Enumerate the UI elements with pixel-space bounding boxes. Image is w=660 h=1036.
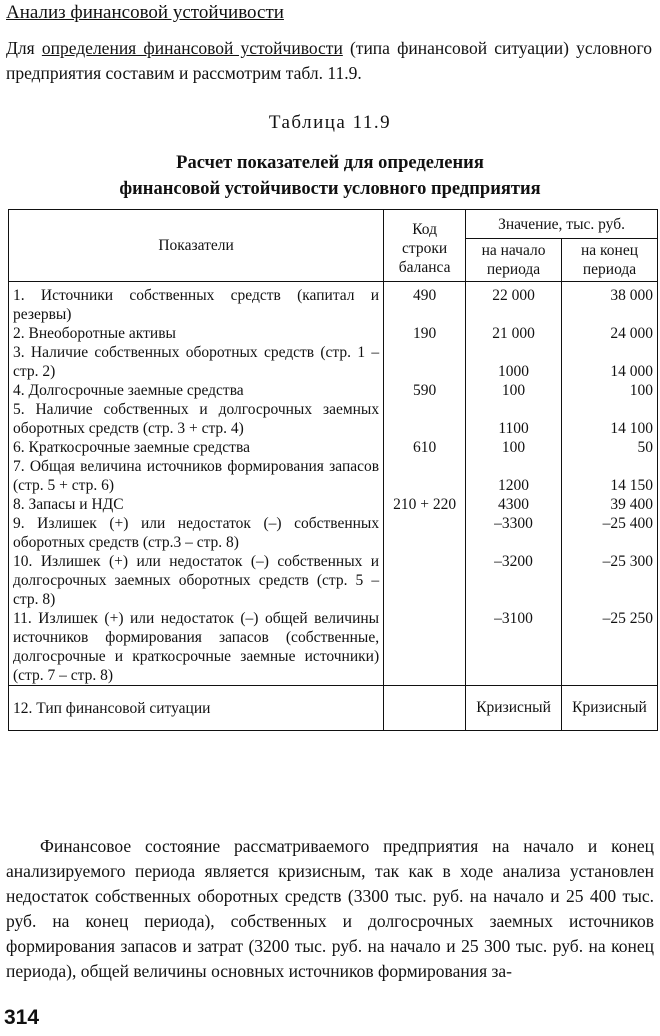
intro-text-after: (типа финансовой ситуации) условного предприятия составим и рассмотрим табл. 11.9. bbox=[6, 38, 652, 83]
row-name: 11. Излишек (+) или недостаток (–) общей величины источников формирования запасов (собственные, долгосрочные и краткосрочные заемные источники) (стр. 7 – стр. 8) bbox=[9, 609, 384, 686]
row-name: 9. Излишек (+) или недостаток (–) собственных оборотных средств (стр.3 – стр. 8) bbox=[9, 514, 384, 552]
row-value-end: 14 100 bbox=[562, 400, 658, 438]
header-indicator: Показатели bbox=[9, 210, 384, 282]
row-value-start: 21 000 bbox=[466, 324, 562, 343]
page-number: 314 bbox=[4, 1006, 40, 1029]
row-code: 590 bbox=[384, 381, 466, 400]
row-name: 12. Тип финансовой ситуации bbox=[9, 686, 384, 731]
intro-text-before: Для bbox=[6, 38, 42, 58]
header-period-start: на начало периода bbox=[466, 239, 562, 282]
row-code: 190 bbox=[384, 324, 466, 343]
intro-underlined-term: определения финансовой устойчивости bbox=[41, 38, 343, 58]
row-name: 8. Запасы и НДС bbox=[9, 495, 384, 514]
row-value-end: 100 bbox=[562, 381, 658, 400]
row-value-start: 1200 bbox=[466, 457, 562, 495]
row-code: 210 + 220 bbox=[384, 495, 466, 514]
section-title: Анализ финансовой устойчивости bbox=[6, 2, 284, 23]
table-row bbox=[9, 400, 658, 438]
row-code bbox=[384, 400, 466, 438]
row-code bbox=[384, 609, 466, 686]
row-value-start: 22 000 bbox=[466, 282, 562, 325]
row-value-end: –25 250 bbox=[562, 609, 658, 686]
table-title-line-1: Расчет показателей для определения bbox=[176, 153, 484, 173]
row-value-end: 14 150 bbox=[562, 457, 658, 495]
intro-paragraph bbox=[6, 36, 652, 86]
row-value-start: 1100 bbox=[466, 400, 562, 438]
row-name: 5. Наличие собственных и долгосрочных заемных оборотных средств (стр. 3 + стр. 4) bbox=[9, 400, 384, 438]
table-row bbox=[9, 381, 658, 400]
row-name: 2. Внеоборотные активы bbox=[9, 324, 384, 343]
table-title bbox=[0, 150, 660, 202]
row-value-end: 14 000 bbox=[562, 343, 658, 381]
table-label: Таблица 11.9 bbox=[268, 112, 392, 133]
row-value-start: –3300 bbox=[466, 514, 562, 552]
table-row bbox=[9, 324, 658, 343]
indicators-table bbox=[8, 209, 658, 731]
row-code bbox=[384, 686, 466, 731]
table-row bbox=[9, 495, 658, 514]
row-value-end: 24 000 bbox=[562, 324, 658, 343]
table-row bbox=[9, 438, 658, 457]
row-value-end: 38 000 bbox=[562, 282, 658, 325]
row-name: 7. Общая величина источников формирования запасов (стр. 5 + стр. 6) bbox=[9, 457, 384, 495]
row-name: 6. Краткосрочные заемные средства bbox=[9, 438, 384, 457]
row-value-start: –3100 bbox=[466, 609, 562, 686]
row-value-start: 1000 bbox=[466, 343, 562, 381]
row-value-start: 4300 bbox=[466, 495, 562, 514]
row-name: 1. Источники собственных средств (капитал и резервы) bbox=[9, 282, 384, 325]
table-row bbox=[9, 514, 658, 552]
row-code: 490 bbox=[384, 282, 466, 325]
header-value: Значение, тыс. руб. bbox=[466, 210, 658, 239]
row-value-start: 100 bbox=[466, 438, 562, 457]
row-value-start: 100 bbox=[466, 381, 562, 400]
table-row bbox=[9, 282, 658, 325]
row-name: 10. Излишек (+) или недостаток (–) собственных и долгосрочных заемных оборотных средств (стр. 5 – стр. 8) bbox=[9, 552, 384, 609]
row-value-end: 50 bbox=[562, 438, 658, 457]
row-name: 3. Наличие собственных оборотных средств (стр. 1 – стр. 2) bbox=[9, 343, 384, 381]
row-value-end: –25 400 bbox=[562, 514, 658, 552]
table-row bbox=[9, 457, 658, 495]
table-row bbox=[9, 552, 658, 609]
row-value-start: Кризисный bbox=[466, 686, 562, 731]
row-value-end: –25 300 bbox=[562, 552, 658, 609]
header-code: Код строки баланса bbox=[384, 210, 466, 282]
row-code bbox=[384, 457, 466, 495]
table-row bbox=[9, 609, 658, 686]
row-value-end: Кризисный bbox=[562, 686, 658, 731]
body-paragraph: Финансовое состояние рассматриваемого предприятия на начало и конец анализируемого периода является кризисным, так как в ходе анализа установлен недостаток собственных оборотных средств (3300 тыс. руб. на начало и 25 400 тыс. руб. на конец периода), собственных и долгосрочных заемных источников формирования запасов и затрат (3200 тыс. руб. на начало и 25 300 тыс. руб. на конец периода), общей величины основных источников формирования за- bbox=[6, 836, 654, 981]
row-code bbox=[384, 552, 466, 609]
row-name: 4. Долгосрочные заемные средства bbox=[9, 381, 384, 400]
row-code: 610 bbox=[384, 438, 466, 457]
row-value-start: –3200 bbox=[466, 552, 562, 609]
row-code bbox=[384, 514, 466, 552]
table-row bbox=[9, 343, 658, 381]
header-period-end: на конец периода bbox=[562, 239, 658, 282]
table-row bbox=[9, 686, 658, 731]
table-title-line-2: финансовой устойчивости условного предприятия bbox=[119, 179, 541, 199]
row-code bbox=[384, 343, 466, 381]
row-value-end: 39 400 bbox=[562, 495, 658, 514]
